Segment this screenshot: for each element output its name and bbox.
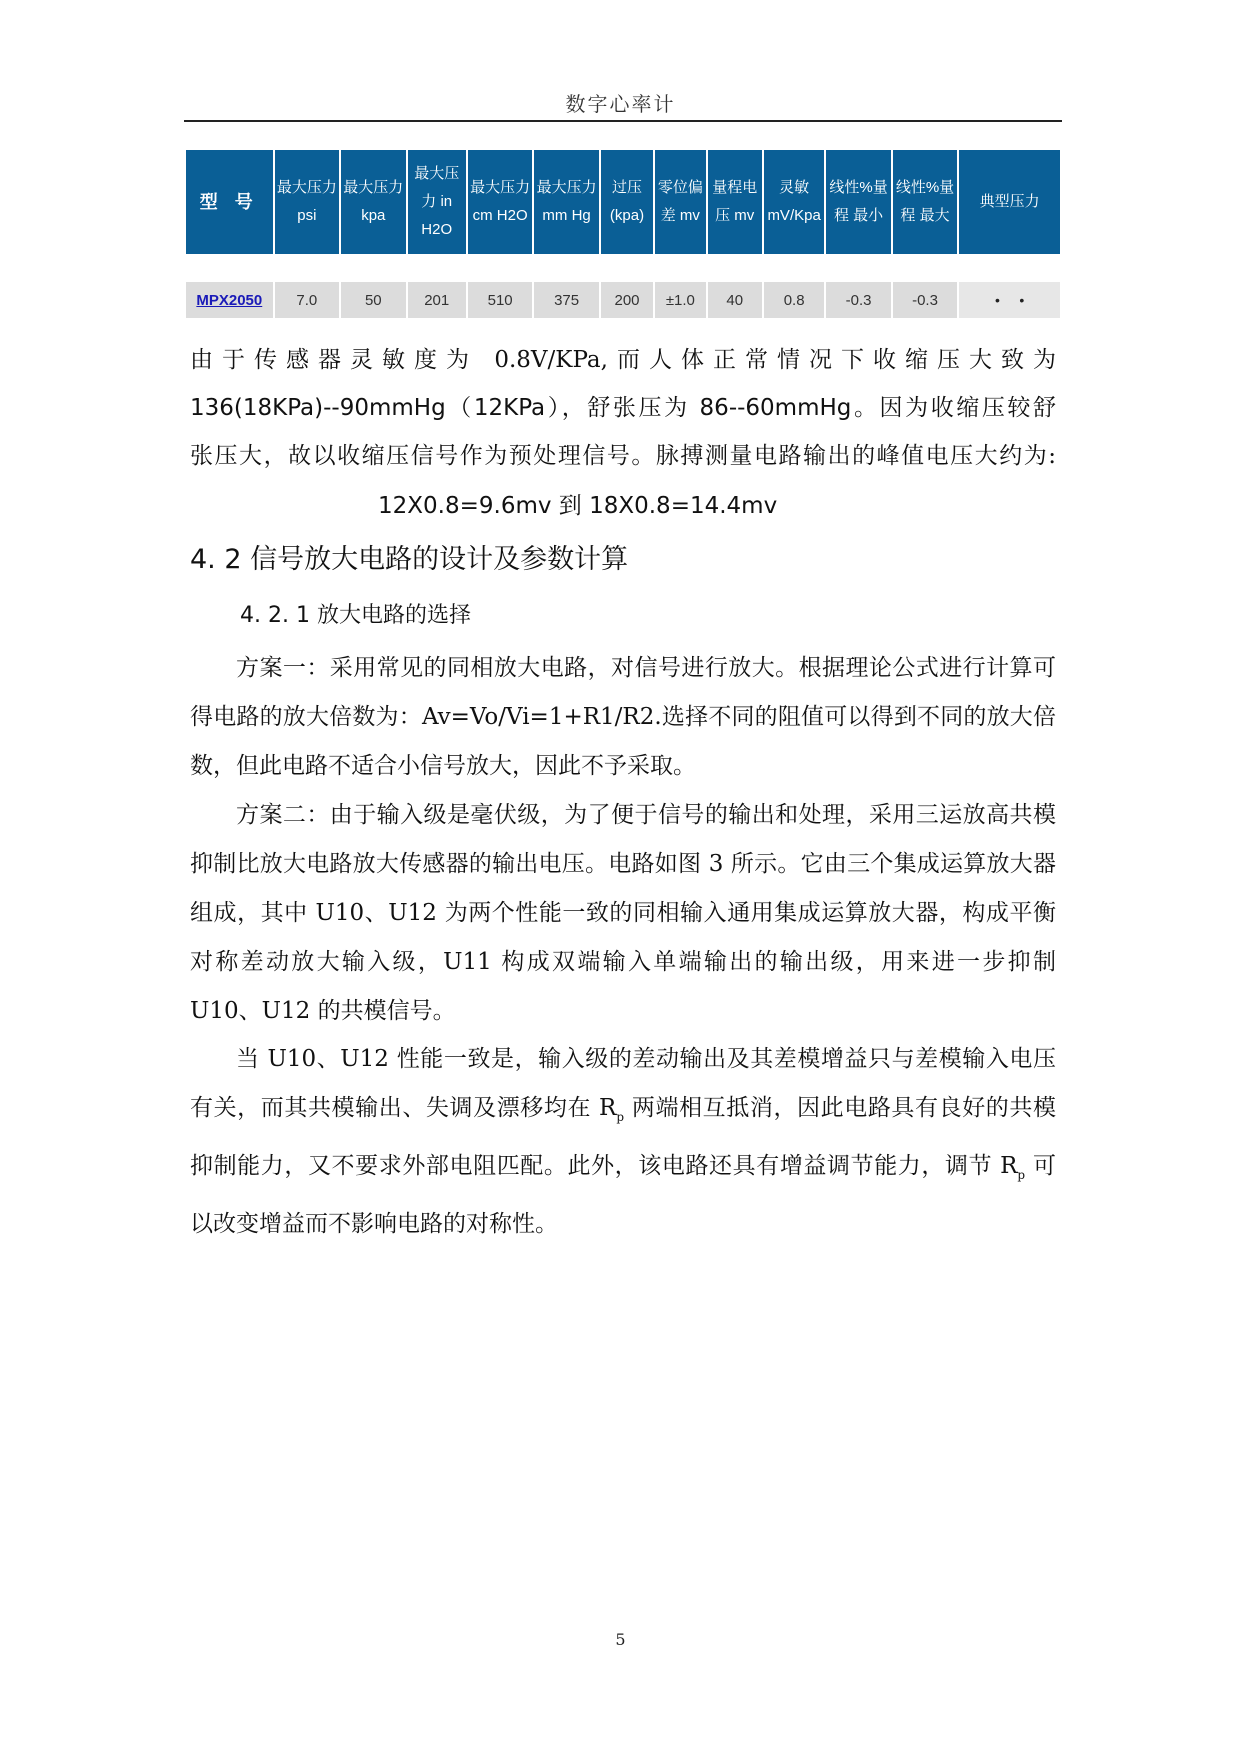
table-cell: 201	[408, 282, 466, 318]
formula-line: 12X0.8=9.6mv 到 18X0.8=14.4mv	[378, 493, 778, 519]
bullet-icon: •	[994, 292, 1000, 308]
table-cell: 40	[708, 282, 762, 318]
model-link[interactable]: MPX2050	[196, 291, 263, 309]
header-max-psi: 最大压力 psi	[275, 150, 339, 254]
paragraph-1-line-3: 张压大，故以收缩压信号作为预处理信号。脉搏测量电路输出的峰值电压大约为:	[190, 443, 1056, 469]
table-cell: 510	[468, 282, 532, 318]
table-header-row	[186, 150, 1060, 254]
table-cell: ±1.0	[655, 282, 705, 318]
paragraph-4	[190, 1035, 1056, 1249]
table-cell: -0.3	[826, 282, 890, 318]
header-sensitivity: 灵敏 mV/Kpa	[764, 150, 824, 254]
header-max-mmhg: 最大压力 mm Hg	[534, 150, 598, 254]
table-row	[186, 282, 1060, 318]
header-max-kpa: 最大压力 kpa	[341, 150, 405, 254]
subsection-heading: 4. 2. 1 放大电路的选择	[240, 603, 471, 628]
model-cell	[186, 282, 273, 318]
paragraph-1-line-2: 136(18KPa)--90mmHg（12KPa），舒张压为 86--60mmHg。因为收缩压较舒	[190, 395, 1056, 421]
header-overpressure: 过压 (kpa)	[601, 150, 653, 254]
paragraph-4-part-1: 当 U10、U12 性能一致是，输入级的差动输出及其差模增益只与差模输入电压有关，而其共模输出、失调及漂移均在 R	[190, 1046, 1056, 1121]
section-heading: 4. 2 信号放大电路的设计及参数计算	[190, 544, 629, 575]
header-span: 量程电压 mv	[708, 150, 762, 254]
header-zero-offset: 零位偏差 mv	[655, 150, 705, 254]
running-header: 数字心率计	[565, 92, 676, 116]
paragraph-4-part-2: 两端相互抵消，因此电路具有良好的共模抑制能力，又不要求外部电阻匹配。此外，该电路还具有增益调节能力，调节 R	[190, 1095, 1056, 1179]
bullet-icon: •	[1019, 292, 1025, 308]
table-cell: 50	[341, 282, 405, 318]
table-cell: -0.3	[893, 282, 957, 318]
paragraph-2: 方案一：采用常见的同相放大电路，对信号进行放大。根据理论公式进行计算可得电路的放大倍数为：Av=Vo/Vi=1+R1/R2.选择不同的阻值可以得到不同的放大倍数，但此电路不适合小信号放大，因此不予采取。	[190, 655, 1056, 779]
header-max-inh2o: 最大压力 in H2O	[408, 150, 466, 254]
paragraph-3: 方案二：由于输入级是毫伏级，为了便于信号的输出和处理，采用三运放高共模抑制比放大电路放大传感器的输出电压。电路如图 3 所示。它由三个集成运算放大器组成，其中 U10、U12 为两个性能一致的同相输入通用集成运算放大器，构成平衡对称差动放大输入级，U11 构成双端输入单端输出的输出级，用来进一步抑制 U10、U12 的共模信号。	[190, 802, 1056, 1024]
header-linearity-min: 线性%量程 最小	[826, 150, 890, 254]
typical-pressure-cell	[959, 282, 1060, 318]
header-model: 型 号	[186, 150, 273, 254]
table-cell: 375	[534, 282, 598, 318]
paragraph-4-part-3: 可以改变增益而不影响电路的对称性。	[190, 1153, 1056, 1237]
table-cell: 200	[601, 282, 653, 318]
page-number: 5	[615, 1630, 626, 1649]
subscript-p: p	[1017, 1168, 1026, 1182]
sensor-spec-table	[184, 150, 1062, 318]
subscript-p: p	[616, 1110, 624, 1124]
header-max-cmh2o: 最大压力 cm H2O	[468, 150, 532, 254]
paragraph-1-line-1: 由于传感器灵敏度为 0.8V/KPa,而人体正常情况下收缩压大致为	[190, 347, 1056, 373]
table-cell: 7.0	[275, 282, 339, 318]
table-cell: 0.8	[764, 282, 824, 318]
header-linearity-max: 线性%量程 最大	[893, 150, 957, 254]
header-typical-pressure: 典型压力	[959, 150, 1060, 254]
header-rule	[184, 120, 1062, 122]
